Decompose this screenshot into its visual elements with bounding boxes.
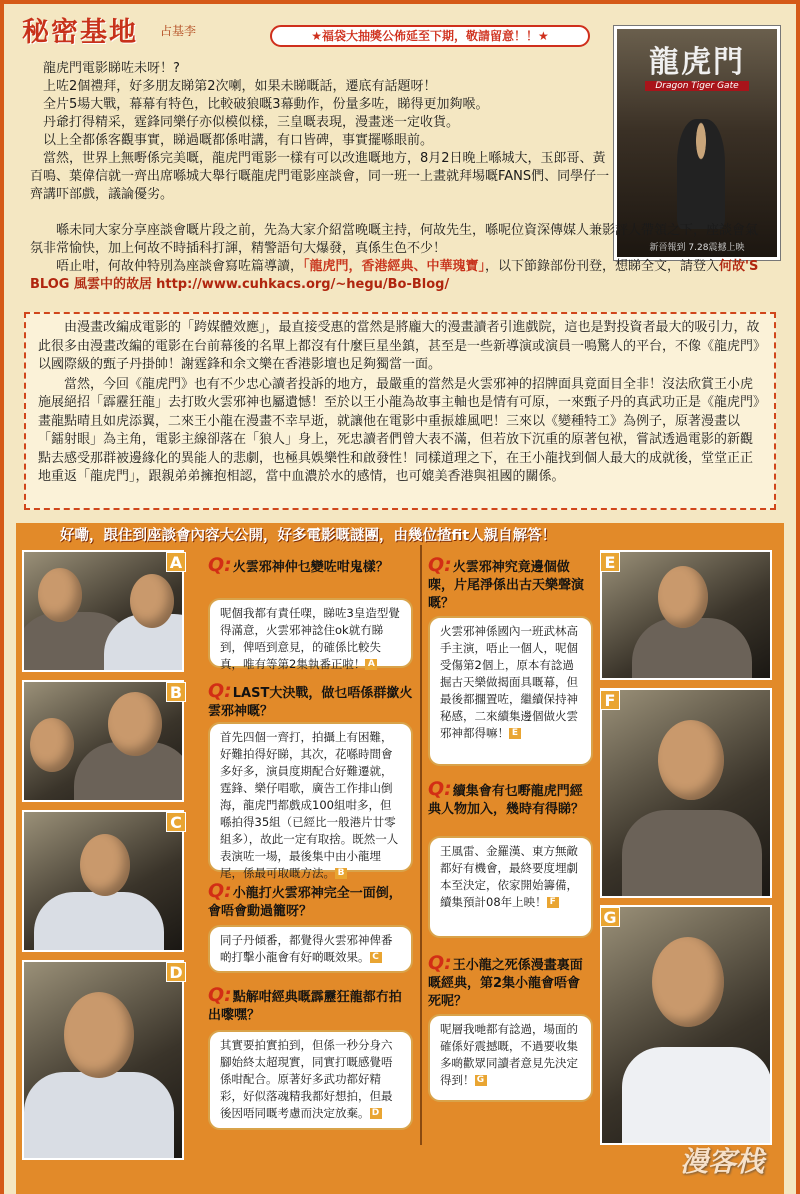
guide-text-2: ，以下節錄部份刊登，想睇全文，請登入 — [485, 259, 720, 274]
poster-subtitle: Dragon Tiger Gate — [645, 81, 749, 91]
photo-label-a: A — [166, 552, 186, 572]
intro-line: 當然，世界上無嘢係完美嘅，龍虎門電影一樣有可以改進嘅地方，8月2日晚上喺城大，玉郎哥、黃百鳴、葉偉信就一齊出席喺城大舉行嘅龍虎門電影座談會，同一班一上畫就拜埸嘅FANS們、同學仔一齊講吓部戲，議論優劣。 — [30, 151, 610, 202]
host-intro — [30, 222, 770, 294]
photo-f — [600, 688, 772, 898]
guide-text: 唔止咁，何故仲特別為座談會寫咗篇導讀， — [56, 259, 304, 274]
right-border — [796, 0, 800, 1194]
photo-label-f: F — [600, 690, 620, 710]
question-f: Q:續集會有乜嘢龍虎門經典人物加入，幾時有得睇？ — [428, 778, 585, 817]
poster-figure — [677, 119, 725, 229]
question-g: Q:王小龍之死係漫畫裏面嘅經典，第2集小龍會唔會死呢？ — [428, 952, 583, 1009]
answer-tag: C — [370, 952, 382, 963]
intro-text — [30, 60, 610, 204]
answer-f: 王風雷、金羅漢、東方無敵都好有機會，最終要度埋劇本至決定，依家開始籌備，續集預計08年上映！ F — [428, 836, 593, 938]
photo-g — [600, 905, 772, 1145]
blog-name: 何故'S BLOG 風雲中的故居 — [30, 259, 759, 292]
photo-c — [22, 810, 184, 952]
answer-b: 首先四個一齊打，拍攝上有困難，好難拍得好睇，其次，花喺時間會多好多，演員度期配合好難遷就，霆鋒、樂仔唱歌，廣告工作排山倒海，龍虎門都戲成100組咁多，但喺拍得35組（已經比一般港片廿零組多），故此一定有取捨。既然一人表演咗一場，最後集中由小龍埋尾，係最可取嘅方法。 B — [208, 722, 413, 872]
answer-tag: A — [365, 659, 377, 670]
excerpt-box — [24, 312, 776, 510]
watermark-logo: 漫客栈 — [680, 1145, 765, 1178]
photo-label-g: G — [600, 907, 620, 927]
photo-d — [22, 960, 184, 1160]
question-d: Q:點解咁經典嘅霹靂狂龍都冇拍出嚟嘿？ — [208, 984, 402, 1023]
question-c: Q:小龍打火雲邪神完全一面倒，會唔會動過籠呀？ — [208, 880, 402, 919]
photo-e — [600, 550, 772, 680]
host-paragraph: 喺未同大家分享座談會嘅片段之前，先為大家介紹當晚嘅主持，何故先生，喺呢位資深傳媒人兼影評人帶領之下，座談會氣氛非常愉快，加上何故不時插科打諢，精警語句大爆發，真係生色不少！ — [30, 223, 759, 256]
top-border — [0, 0, 800, 4]
column-title: 秘密基地 — [22, 17, 138, 48]
photo-label-c: C — [166, 812, 186, 832]
poster-title: 龍虎門 — [649, 45, 745, 80]
photo-label-b: B — [166, 682, 186, 702]
answer-e: 火雲邪神係國內一班武林高手主演，唔止一個人，呢個受傷第2個上，原本有諗過掘古天樂做揭面具嘅幕，但最後都擱置咗，繼續保持神秘感，二來續集邊個做火雲邪神都得嘛！ E — [428, 616, 593, 766]
author-name: 占基李 — [160, 24, 197, 38]
intro-line: 全片5場大戰，幕幕有特色，比較破狼嘅3幕動作，份量多咗，睇得更加夠喉。 — [43, 97, 489, 112]
answer-tag: E — [509, 728, 521, 739]
excerpt-paragraph: 由漫畫改編成電影的「跨媒體效應」，最直接受惠的當然是將龐大的漫畫讀者引進戲院，這也是對投資者最大的吸引力，故此很多由漫畫改編的電影在台前幕後的名單上都沒有什麼巨星坐鎮，甚至是一些新導演或演員一鳴驚人的平台，不像《龍虎門》以國際級的甄子丹掛帥！謝霆鋒和余文樂在香港影壇也足夠獨當一面。 — [38, 320, 760, 372]
answer-c: 同子丹傾番，都覺得火雲邪神俾番啲打擊小龍會有好啲嘅效果。 C — [208, 925, 413, 973]
guide-title: 「龍虎門，香港經典、中華瑰寶」 — [303, 259, 486, 274]
answer-d: 其實要拍實拍到，但係一秒分身六腳始終太超現實，同實打嘅感覺唔係咁配合。原著好多武功都好精彩，好似落魂精我都好想拍，但最後因唔同嘅考慮而決定放棄。 D — [208, 1030, 413, 1130]
photo-a — [22, 550, 184, 672]
lucky-draw-notice: ★福袋大抽獎公佈延至下期，敬請留意！！★ — [270, 25, 590, 47]
answer-tag: B — [335, 868, 347, 879]
photo-b — [22, 680, 184, 802]
left-border — [0, 0, 4, 1194]
intro-line: 龍虎門電影睇咗未呀！? — [43, 61, 180, 76]
column-divider — [420, 545, 422, 1145]
excerpt-paragraph: 當然，今回《龍虎門》也有不少忠心讀者投訴的地方，最嚴重的當然是火雲邪神的招牌面具竟面目全非！沒法欣賞王小虎施展絕招「霹靂狂龍」去打敗火雲邪神也屬遺憾！至於以王小龍為故事主軸也是情有可原，一來甄子丹的真武功正是《龍虎門》畫龍點晴且如虎添翼，二來王小龍在漫畫不幸早逝，就讓他在電影中重振雄風吧！三來以《變種特工》為例子，原著漫畫以「鐳射眼」為主角，電影主線卻落在「狼人」身上，死忠讀者們曾大表不滿，但若放下沉重的原著包袱，嘗試透過電影的新觀點去感受那群被邊緣化的異能人的悲劇，也極具娛樂性和啟發性！同樣道理之下，在王小龍找到個人最大的成就後，堂堂正正地重返「龍虎門」，跟親弟弟擁抱相認，當中血濃於水的感情，也可媲美香港與祖國的關係。 — [38, 376, 760, 484]
qa-banner: 好嘞，跟住到座談會內容大公開，好多電影嘅謎團，由幾位揸fit人親自解答！ — [60, 528, 557, 544]
answer-tag: F — [547, 897, 559, 908]
question-e: Q:火雲邪神究竟邊個做㗎，片尾淨係出古天樂聲演嘅？ — [428, 554, 585, 611]
intro-line: 以上全都係客觀事實，睇過嘅都係咁講，有口皆碑，事實擺喺眼前。 — [43, 133, 434, 148]
answer-tag: G — [475, 1075, 487, 1086]
answer-a: 呢個我都有責任㗎，睇咗3皇造型覺得滿意，火雲邪神諗住ok就冇睇到，俾唔到意見，的確係比較失真，唯有等第2集執番正啦！ A — [208, 598, 413, 668]
guide-paragraph — [30, 258, 770, 294]
answer-tag: D — [370, 1108, 382, 1119]
blog-url[interactable]: http://www.cuhkacs.org/~hegu/Bo-Blog/ — [156, 277, 450, 292]
answer-g: 呢層我哋都有諗過，場面的確係好震撼嘅，不過要收集多啲歡眾同讀者意見先決定得到！ G — [428, 1014, 593, 1102]
intro-line: 丹爺打得精采，霆鋒同樂仔亦似模似樣，三皇嘅表現，漫畫迷一定收貨。 — [43, 115, 460, 130]
photo-label-d: D — [166, 962, 186, 982]
question-a: Q:火雲邪神仲乜變咗咁鬼樣？ — [208, 554, 389, 576]
poster-release: 新晉報到 7.28震撼上映 — [649, 243, 745, 253]
intro-line: 上咗2個禮拜，好多朋友睇第2次喇，如果未睇嘅話，遷底有話題呀！ — [43, 79, 437, 94]
photo-label-e: E — [600, 552, 620, 572]
question-b: Q:LAST大決戰，做乜唔係群撳火雲邪神嘅？ — [208, 680, 413, 719]
